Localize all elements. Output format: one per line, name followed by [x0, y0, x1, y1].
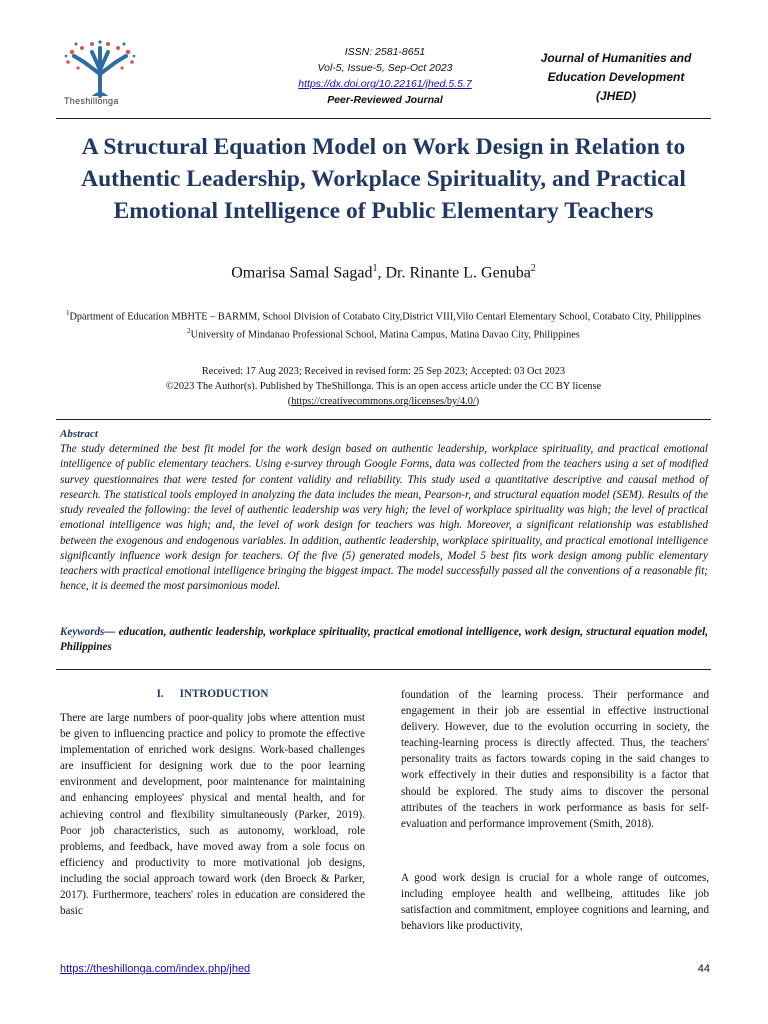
received-dates: Received: 17 Aug 2023; Received in revised form: 25 Sep 2023; Accepted: 03 Oct 2023: [201, 366, 566, 377]
license-link[interactable]: https://creativecommons.org/licenses/by/4.0/: [291, 396, 476, 407]
journal-abbreviation: (JHED): [595, 89, 636, 103]
journal-issue-info: [230, 44, 540, 108]
journal-name-line2: Education Development: [547, 70, 685, 84]
affiliation-text: University of Mindanao Professional School, Matina Campus, Matina Davao City, Philippines: [190, 329, 580, 341]
keywords: [60, 625, 708, 656]
license-line: [56, 394, 711, 409]
section-title: INTRODUCTION: [179, 688, 269, 700]
footer-url-link[interactable]: https://theshillonga.com/index.php/jhed: [60, 963, 251, 975]
abstract-heading: Abstract: [60, 428, 98, 440]
affiliation-text: Dpartment of Education MBHTE – BARMM, School Division of Cotabato City,District VIII,Vilo Centarl Elementary School, Cotabato City, Philippines: [69, 311, 702, 323]
affiliation-2: [56, 324, 711, 342]
tree-logo-icon: [62, 40, 138, 98]
keywords-dash: —: [104, 626, 119, 638]
body-right-paragraph-2: A good work design is crucial for a whole range of outcomes, including employee health and wellbeing, attitudes like job satisfaction and commitment, employee cognitions and learning, and behaviors like productivity,: [401, 872, 709, 933]
paper-title: A Structural Equation Model on Work Design in Relation to Authentic Leadership, Workplace Spirituality, and Practical Emotional Intelligence of Public Elementary Teachers: [81, 134, 686, 224]
journal-name-line1: Journal of Humanities and: [540, 51, 692, 65]
logo-wordmark: Theshillonga: [64, 96, 119, 106]
section-heading: [60, 688, 365, 700]
body-left-column: There are large numbers of poor-quality jobs where attention must be given to influencing practice and policy to promote the effective implementation of enriched work designs. Work-based challenges are insufficient for designing work due to the poor learning environment and development, poor maintenance for maintaining and enhancing employees' physical and mental health, and for achieving control and flexibility simultaneously (Parker, 2019). Poor job characteristics, such as autonomy, workload, role problems, and feedback, have moved away from a sole focus on efficiency and productivity to more motivational job designs, including the social approach toward work (den Broeck & Parker, 2017). Furthermore, teachers' roles in education are considered the basic: [60, 712, 365, 918]
abstract-divider: [56, 419, 711, 420]
page-number: 44: [697, 963, 710, 975]
journal-name: [528, 49, 704, 106]
header-divider: [56, 118, 711, 119]
keywords-text: education, authentic leadership, workplace spirituality, practical emotional intelligence, work design, structural equation model, Philippines: [60, 626, 708, 654]
license-paren: (: [287, 396, 292, 407]
article-dates: [56, 364, 711, 409]
author-name: Dr. Rinante L. Genuba: [385, 264, 531, 282]
author-separator: ,: [377, 264, 386, 282]
section-number: I.: [156, 688, 164, 700]
author-name: Omarisa Samal Sagad: [231, 264, 373, 282]
body-divider: [56, 669, 711, 670]
affiliation-mark: 1: [65, 309, 70, 317]
issn-text: ISSN: 2581-8651: [344, 46, 426, 58]
affiliations: [56, 306, 711, 343]
peer-reviewed-label: Peer-Reviewed Journal: [327, 94, 443, 106]
license-paren: ): [475, 396, 480, 407]
volume-text: Vol-5, Issue-5, Sep-Oct 2023: [317, 62, 453, 74]
author-affiliation-mark: 2: [530, 263, 536, 274]
author-affiliation-mark: 1: [372, 263, 378, 274]
keywords-label: Keywords: [60, 626, 105, 638]
copyright-notice: ©2023 The Author(s). Published by TheShillonga. This is an open access article under the CC BY license: [165, 381, 602, 392]
abstract-body: The study determined the best fit model for the work design based on authentic leadership, workplace spirituality, and practical emotional intelligence of public elementary teachers. Using e-survey through Google Forms, data was collected from the teachers using a set of modified survey questionnaires that were tested for content validity and reliability. This study used a quantitative descriptive and causal method of research. The statistical tools employed in analyzing the data includes the mean, Pearson-r, and structural equation model (SEM). Results of the study revealed the following: the level of authentic leadership was very high; the level of workplace spirituality was high; the level of practical emotional intelligence was high; and, the level of work design for teachers was high. Moreover, a significant relationship was established between the exogenous and endogenous variables. In addition, authentic leadership, workplace spirituality, and practical emotional intelligence significantly influence work design for teachers. Of the five (5) generated models, Model 5 best fits work design among public elementary teachers with practical emotional intelligence bringing the biggest impact. The model successfully passed all the conventions of a reasonable fit; hence, it is deemed the most parsimonious model.: [60, 443, 708, 593]
affiliation-mark: 2: [187, 327, 191, 336]
affiliation-1: [56, 306, 711, 324]
author-list: [56, 263, 711, 282]
doi-link[interactable]: https://dx.doi.org/10.22161/jhed.5.5.7: [298, 78, 472, 90]
body-right-paragraph-1: foundation of the learning process. Their performance and engagement in their job are essential in effective instructional delivery. However, due to the evolution occurring in society, the teaching-learning process is directly affected. Thus, the teachers' personality traits as factors towards coping in the said changes to work effectively in their duties and responsibility is a factor that should be explored. The study aims to discover the personal attributes of the teachers in work performance as basis for self-evaluation and performance improvement (Smith, 2018).: [401, 689, 709, 830]
